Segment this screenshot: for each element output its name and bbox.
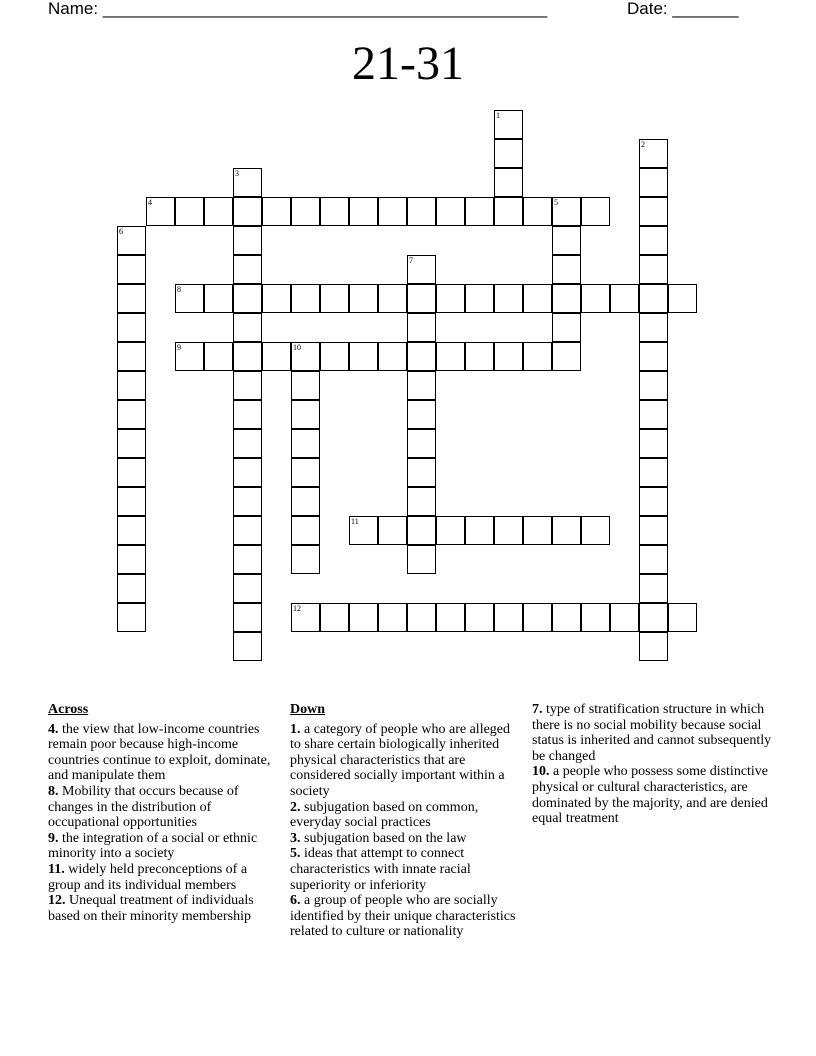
clue-item xyxy=(48,722,278,784)
grid-cell[interactable] xyxy=(233,458,262,487)
grid-cell[interactable] xyxy=(117,603,146,632)
grid-cell[interactable] xyxy=(291,400,320,429)
across-clues-column xyxy=(48,702,278,924)
grid-cell[interactable] xyxy=(204,197,233,226)
grid-cell[interactable] xyxy=(465,603,494,632)
clue-number-label: 2 xyxy=(641,140,645,149)
down-heading: Down xyxy=(290,702,326,717)
clue-text: a people who possess some distinctive physical or cultural characteristics, are dominated by the majority, and are denied equal treatment xyxy=(532,764,769,827)
clue-item xyxy=(290,831,522,847)
grid-cell[interactable] xyxy=(552,284,581,313)
name-field-label: Name: _______________________________________________ xyxy=(48,0,548,18)
grid-cell[interactable] xyxy=(436,516,465,545)
grid-cell[interactable] xyxy=(639,545,668,574)
grid-cell[interactable] xyxy=(639,313,668,342)
clue-text: a group of people who are socially identified by their unique characteristics related to culture or nationality xyxy=(290,893,516,940)
clue-number: 3. xyxy=(290,830,301,846)
grid-cell[interactable] xyxy=(117,284,146,313)
clue-text: type of stratification structure in which there is no social mobility because social status is inherited and cannot subsequently be changed xyxy=(532,702,772,764)
grid-cell[interactable] xyxy=(407,313,436,342)
grid-cell[interactable] xyxy=(233,574,262,603)
clue-number: 10. xyxy=(532,764,550,780)
clue-text: subjugation based on the law xyxy=(300,830,467,846)
grid-cell[interactable] xyxy=(233,313,262,342)
grid-cell[interactable] xyxy=(117,400,146,429)
grid-cell[interactable] xyxy=(639,371,668,400)
grid-cell[interactable] xyxy=(320,603,349,632)
grid-cell[interactable] xyxy=(291,342,320,371)
down-clues-column xyxy=(290,702,522,940)
grid-cell[interactable] xyxy=(552,516,581,545)
clue-item xyxy=(290,800,522,831)
clue-number: 7. xyxy=(532,702,543,717)
grid-cell[interactable] xyxy=(233,255,262,284)
grid-cell[interactable] xyxy=(320,284,349,313)
grid-cell[interactable] xyxy=(668,603,697,632)
grid-cell[interactable] xyxy=(639,632,668,661)
grid-cell[interactable] xyxy=(378,197,407,226)
grid-cell[interactable] xyxy=(465,516,494,545)
down-clue-list xyxy=(290,722,522,940)
grid-cell[interactable] xyxy=(378,516,407,545)
grid-cell[interactable] xyxy=(291,197,320,226)
grid-cell[interactable] xyxy=(291,429,320,458)
clue-text: a category of people who are alleged to share certain biologically inherited physical characteristics that are considered socially important within a society xyxy=(290,721,511,799)
grid-cell[interactable] xyxy=(552,197,581,226)
clue-number-label: 3 xyxy=(235,169,239,178)
grid-cell[interactable] xyxy=(639,255,668,284)
clue-text: the integration of a social or ethnic minority into a society xyxy=(48,830,258,862)
grid-cell[interactable] xyxy=(552,313,581,342)
grid-cell[interactable] xyxy=(407,342,436,371)
grid-cell[interactable] xyxy=(436,342,465,371)
grid-cell[interactable] xyxy=(233,603,262,632)
grid-cell[interactable] xyxy=(320,197,349,226)
clue-text: Mobility that occurs because of changes in the distribution of occupational opportunities xyxy=(48,783,239,831)
grid-cell[interactable] xyxy=(407,516,436,545)
grid-cell[interactable] xyxy=(233,545,262,574)
grid-cell[interactable] xyxy=(523,603,552,632)
grid-cell[interactable] xyxy=(117,371,146,400)
grid-cell[interactable] xyxy=(233,429,262,458)
grid-cell[interactable] xyxy=(552,226,581,255)
grid-cell[interactable] xyxy=(349,197,378,226)
clue-number: 9. xyxy=(48,830,59,846)
grid-cell[interactable] xyxy=(523,342,552,371)
grid-cell[interactable] xyxy=(291,371,320,400)
grid-cell[interactable] xyxy=(523,197,552,226)
grid-cell[interactable] xyxy=(349,342,378,371)
grid-cell[interactable] xyxy=(407,371,436,400)
clue-number: 1. xyxy=(290,721,301,737)
grid-cell[interactable] xyxy=(117,255,146,284)
down-clue-list-continued xyxy=(532,702,772,827)
grid-cell[interactable] xyxy=(523,284,552,313)
grid-cell[interactable] xyxy=(233,342,262,371)
clue-item xyxy=(48,862,278,893)
grid-cell[interactable] xyxy=(233,226,262,255)
grid-cell[interactable] xyxy=(117,226,146,255)
grid-cell[interactable] xyxy=(639,168,668,197)
grid-cell[interactable] xyxy=(668,284,697,313)
page-title: 21-31 xyxy=(352,37,464,90)
grid-cell[interactable] xyxy=(494,603,523,632)
across-heading: Across xyxy=(48,702,89,717)
grid-cell[interactable] xyxy=(378,342,407,371)
grid-cell[interactable] xyxy=(639,342,668,371)
grid-cell[interactable] xyxy=(117,545,146,574)
grid-cell[interactable] xyxy=(610,284,639,313)
grid-cell[interactable] xyxy=(465,284,494,313)
grid-cell[interactable] xyxy=(349,603,378,632)
grid-cell[interactable] xyxy=(262,284,291,313)
across-clue-list xyxy=(48,722,278,925)
grid-cell[interactable] xyxy=(291,603,320,632)
grid-cell[interactable] xyxy=(407,197,436,226)
grid-cell[interactable] xyxy=(407,603,436,632)
grid-cell[interactable] xyxy=(639,139,668,168)
grid-cell[interactable] xyxy=(291,284,320,313)
grid-cell[interactable] xyxy=(465,342,494,371)
grid-cell[interactable] xyxy=(494,197,523,226)
clue-number-label: 10 xyxy=(293,343,301,352)
grid-cell[interactable] xyxy=(233,371,262,400)
grid-cell[interactable] xyxy=(523,516,552,545)
grid-cell[interactable] xyxy=(639,400,668,429)
grid-cell[interactable] xyxy=(494,284,523,313)
clue-number-label: 9 xyxy=(177,343,181,352)
clue-number-label: 4 xyxy=(148,198,152,207)
clue-text: the view that low-income countries remain poor because high-income countries continue to exploit, dominate, and manipulate them xyxy=(48,721,271,784)
grid-cell[interactable] xyxy=(291,458,320,487)
clue-text: widely held preconceptions of a group and its individual members xyxy=(48,861,248,893)
grid-cell[interactable] xyxy=(639,284,668,313)
grid-cell[interactable] xyxy=(639,458,668,487)
grid-cell[interactable] xyxy=(233,487,262,516)
grid-cell[interactable] xyxy=(117,574,146,603)
grid-cell[interactable] xyxy=(233,197,262,226)
clue-number-label: 5 xyxy=(554,198,558,207)
grid-cell[interactable] xyxy=(639,487,668,516)
grid-cell[interactable] xyxy=(494,342,523,371)
grid-cell[interactable] xyxy=(233,400,262,429)
clue-number: 12. xyxy=(48,893,66,909)
clue-item xyxy=(48,831,278,862)
clue-text: Unequal treatment of individuals based on their minority membership xyxy=(48,893,254,924)
grid-cell[interactable] xyxy=(494,516,523,545)
clue-number-label: 6 xyxy=(119,227,123,236)
grid-cell[interactable] xyxy=(581,197,610,226)
grid-cell[interactable] xyxy=(407,487,436,516)
grid-cell[interactable] xyxy=(407,255,436,284)
clue-item xyxy=(290,893,522,940)
clue-number: 8. xyxy=(48,783,59,799)
grid-cell[interactable] xyxy=(262,342,291,371)
grid-cell[interactable] xyxy=(639,603,668,632)
date-field-label: Date: _______ xyxy=(627,0,739,18)
grid-cell[interactable] xyxy=(291,545,320,574)
grid-cell[interactable] xyxy=(639,574,668,603)
clue-number-label: 7 xyxy=(409,256,413,265)
clue-item xyxy=(532,764,772,826)
clue-number: 5. xyxy=(290,846,301,862)
grid-cell[interactable] xyxy=(581,516,610,545)
grid-cell[interactable] xyxy=(117,313,146,342)
clue-number: 6. xyxy=(290,893,301,909)
grid-cell[interactable] xyxy=(639,197,668,226)
clue-number-label: 11 xyxy=(351,517,359,526)
clue-item xyxy=(290,722,522,800)
grid-cell[interactable] xyxy=(349,284,378,313)
grid-cell[interactable] xyxy=(146,197,175,226)
grid-cell[interactable] xyxy=(291,516,320,545)
grid-cell[interactable] xyxy=(262,197,291,226)
grid-cell[interactable] xyxy=(465,197,494,226)
grid-cell[interactable] xyxy=(610,603,639,632)
grid-cell[interactable] xyxy=(494,139,523,168)
grid-cell[interactable] xyxy=(639,226,668,255)
grid-cell[interactable] xyxy=(204,342,233,371)
grid-cell[interactable] xyxy=(117,516,146,545)
grid-cell[interactable] xyxy=(581,603,610,632)
grid-cell[interactable] xyxy=(233,284,262,313)
grid-cell[interactable] xyxy=(117,458,146,487)
grid-cell[interactable] xyxy=(117,487,146,516)
clue-number: 4. xyxy=(48,721,59,737)
clue-item xyxy=(290,846,522,893)
grid-cell[interactable] xyxy=(494,168,523,197)
clue-number: 2. xyxy=(290,799,301,815)
clue-item xyxy=(48,893,278,924)
grid-cell[interactable] xyxy=(175,197,204,226)
grid-cell[interactable] xyxy=(175,284,204,313)
grid-cell[interactable] xyxy=(175,342,204,371)
grid-cell[interactable] xyxy=(436,603,465,632)
grid-cell[interactable] xyxy=(407,284,436,313)
clue-number: 11. xyxy=(48,861,65,877)
clue-text: subjugation based on common, everyday social practices xyxy=(290,799,479,831)
clue-text: ideas that attempt to connect characteristics with innate racial superiority or inferiority xyxy=(290,846,471,893)
grid-cell[interactable] xyxy=(436,284,465,313)
grid-cell[interactable] xyxy=(117,429,146,458)
down-clues-column-continued xyxy=(532,702,772,827)
grid-cell[interactable] xyxy=(407,400,436,429)
clue-number-label: 8 xyxy=(177,285,181,294)
grid-cell[interactable] xyxy=(378,284,407,313)
clue-item xyxy=(48,784,278,831)
grid-cell[interactable] xyxy=(320,342,349,371)
grid-cell[interactable] xyxy=(233,168,262,197)
clue-number-label: 12 xyxy=(293,604,301,613)
grid-cell[interactable] xyxy=(552,342,581,371)
clue-number-label: 1 xyxy=(496,111,500,120)
grid-cell[interactable] xyxy=(349,516,378,545)
grid-cell[interactable] xyxy=(117,342,146,371)
grid-cell[interactable] xyxy=(436,197,465,226)
grid-cell[interactable] xyxy=(581,284,610,313)
grid-cell[interactable] xyxy=(407,429,436,458)
grid-cell[interactable] xyxy=(378,603,407,632)
grid-cell[interactable] xyxy=(204,284,233,313)
grid-cell[interactable] xyxy=(407,545,436,574)
grid-cell[interactable] xyxy=(407,458,436,487)
grid-cell[interactable] xyxy=(552,255,581,284)
grid-cell[interactable] xyxy=(291,487,320,516)
grid-cell[interactable] xyxy=(233,632,262,661)
grid-cell[interactable] xyxy=(552,603,581,632)
grid-cell[interactable] xyxy=(639,516,668,545)
grid-cell[interactable] xyxy=(639,429,668,458)
grid-cell[interactable] xyxy=(494,110,523,139)
grid-cell[interactable] xyxy=(233,516,262,545)
clue-item xyxy=(532,702,772,764)
